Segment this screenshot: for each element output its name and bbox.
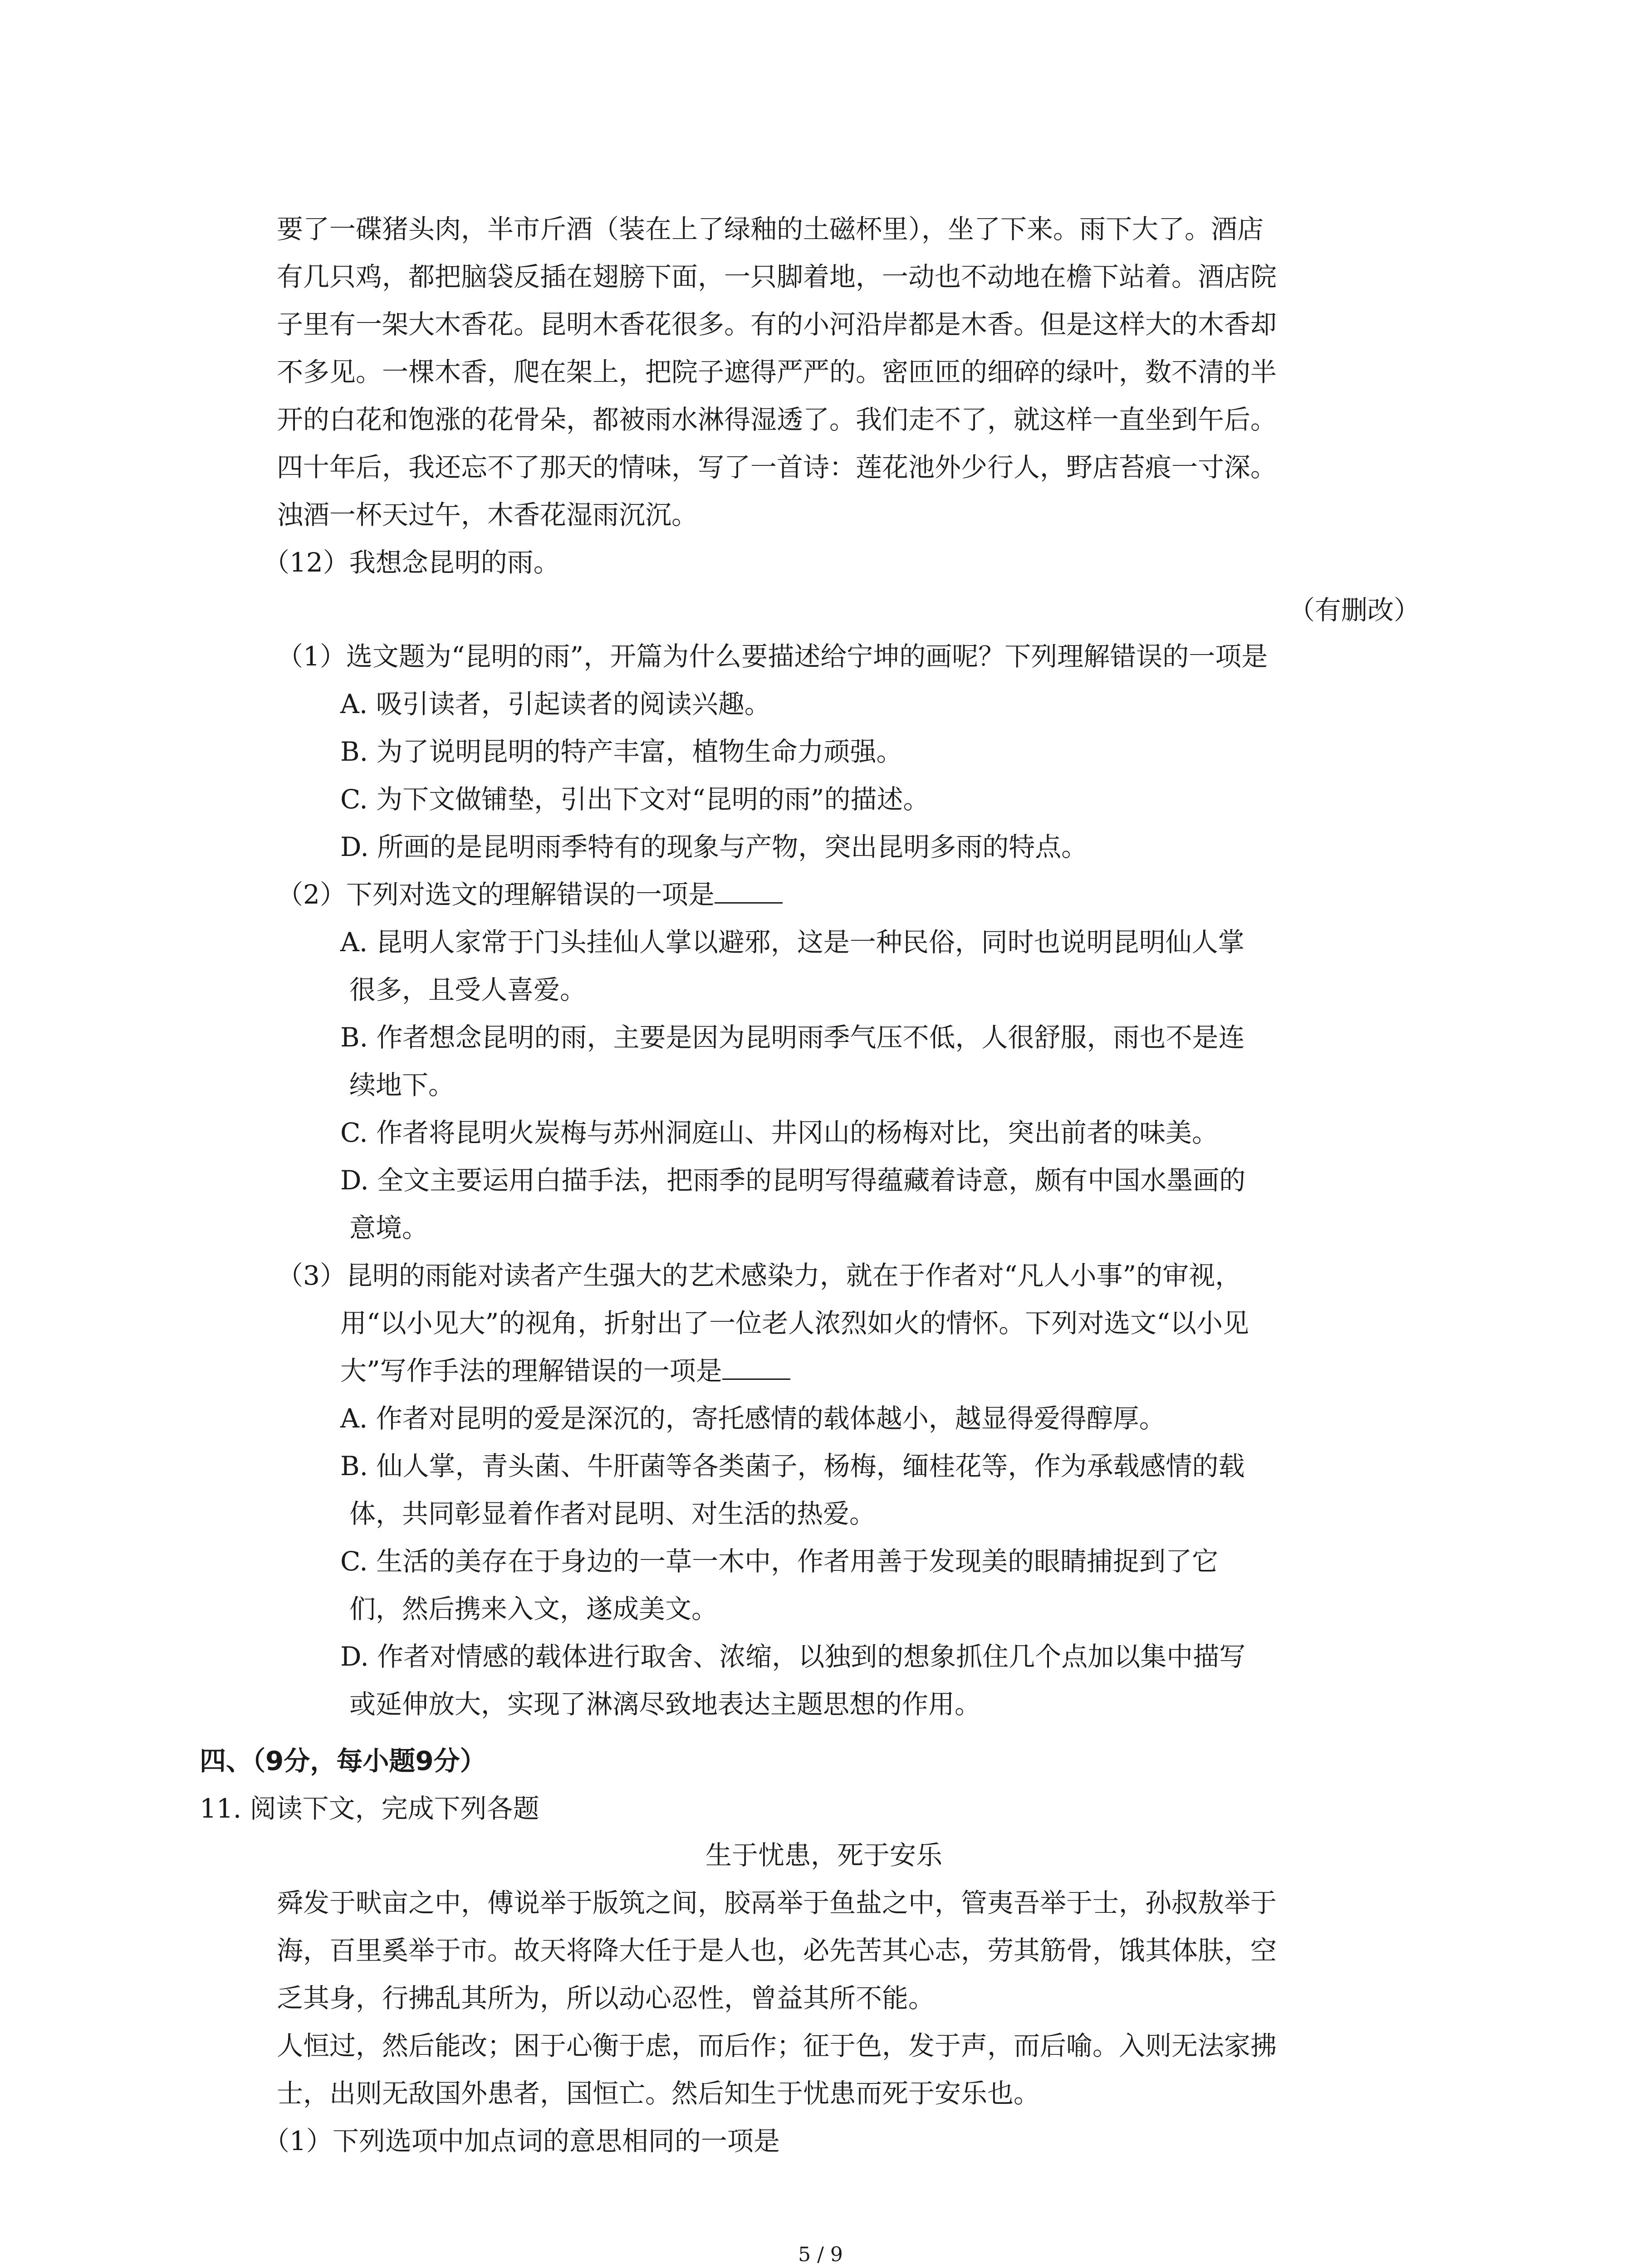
q10-sub3-stem-text: 大”写作手法的理解错误的一项是 <box>340 1355 722 1386</box>
q10-sub3-option-d: D. 作者对情感的载体进行取舍、浓缩，以独到的想象抓住几个点加以集中描写 <box>340 1641 1246 1672</box>
q10-sub3-option-c-cont: 们，然后携来入文，遂成美文。 <box>349 1593 718 1624</box>
passage-line: 要了一碟猪头肉，半市斤酒（装在上了绿釉的土磁杯里），坐了下来。雨下大了。酒店 <box>277 214 1264 244</box>
paragraph-12: （12）我想念昆明的雨。 <box>263 547 560 578</box>
q10-sub2-option-d-cont: 意境。 <box>349 1212 429 1243</box>
q11-sub1-stem: （1）下列选项中加点词的意思相同的一项是 <box>263 2126 780 2156</box>
q10-sub3-stem-cont <box>340 1355 790 1387</box>
q10-sub2-option-c: C. 作者将昆明火炭梅与苏州洞庭山、井冈山的杨梅对比，突出前者的味美。 <box>340 1117 1219 1148</box>
q10-sub3-option-d-cont: 或延伸放大，实现了淋漓尽致地表达主题思想的作用。 <box>349 1689 981 1720</box>
q10-sub3-stem: （3）昆明的雨能对读者产生强大的艺术感染力，就在于作者对“凡人小事”的审视， <box>277 1260 1242 1291</box>
q10-sub1-option-d: D. 所画的是昆明雨季特有的现象与产物，突出昆明多雨的特点。 <box>340 831 1088 862</box>
answer-blank[interactable] <box>722 1355 790 1380</box>
answer-blank[interactable] <box>715 879 783 904</box>
passage-line: 子里有一架大木香花。昆明木香花很多。有的小河沿岸都是木香。但是这样大的木香却 <box>277 309 1277 340</box>
q10-sub2-stem-text: （2）下列对选文的理解错误的一项是 <box>277 879 715 910</box>
q10-sub1-stem: （1）选文题为“昆明的雨”，开篇为什么要描述给宁坤的画呢？下列理解错误的一项是 <box>277 641 1268 672</box>
q10-sub2-option-b-cont: 续地下。 <box>349 1070 455 1100</box>
q10-sub2-option-d: D. 全文主要运用白描手法，把雨季的昆明写得蕴藏着诗意，颇有中国水墨画的 <box>340 1165 1246 1196</box>
q10-sub2-stem <box>277 879 783 910</box>
q11-title: 11. 阅读下文，完成下列各题 <box>200 1793 539 1824</box>
passage-line: 四十年后，我还忘不了那天的情味，写了一首诗：莲花池外少行人，野店苔痕一寸深。 <box>277 452 1277 483</box>
classical-text-line: 海，百里奚举于市。故天将降大任于是人也，必先苦其心志，劳其筋骨，饿其体肤，空 <box>277 1935 1277 1966</box>
q10-sub3-option-b: B. 仙人掌，青头菌、牛肝菌等各类菌子，杨梅，缅桂花等，作为承载感情的载 <box>340 1451 1245 1481</box>
passage-line: 开的白花和饱涨的花骨朵，都被雨水淋得湿透了。我们走不了，就这样一直坐到午后。 <box>277 404 1277 435</box>
q10-sub2-option-a: A. 昆明人家常于门头挂仙人掌以避邪，这是一种民俗，同时也说明昆明仙人掌 <box>340 927 1244 958</box>
passage-line: 不多见。一棵木香，爬在架上，把院子遮得严严的。密匝匝的细碎的绿叶，数不清的半 <box>277 357 1277 387</box>
section-heading: 四、（9分，每小题9分） <box>200 1745 486 1776</box>
passage-line: 有几只鸡，都把脑袋反插在翅膀下面，一只脚着地，一动也不动地在檐下站着。酒店院 <box>277 261 1277 292</box>
classical-text-line: 乏其身，行拂乱其所为，所以动心忍性，曾益其所不能。 <box>277 1983 935 2014</box>
q10-sub3-option-a: A. 作者对昆明的爱是深沉的，寄托感情的载体越小，越显得爱得醇厚。 <box>340 1403 1166 1434</box>
page-number: 5 / 9 <box>798 2243 843 2266</box>
passage-line: 浊酒一杯天过午，木香花湿雨沉沉。 <box>277 499 698 530</box>
q10-sub2-option-b: B. 作者想念昆明的雨，主要是因为昆明雨季气压不低，人很舒服，雨也不是连 <box>340 1022 1245 1053</box>
source-note: （有删改） <box>1288 595 1421 626</box>
q10-sub3-stem-cont: 用“以小见大”的视角，折射出了一位老人浓烈如火的情怀。下列对选文“以小见 <box>340 1308 1249 1339</box>
q10-sub1-option-b: B. 为了说明昆明的特产丰富，植物生命力顽强。 <box>340 736 903 767</box>
classical-text-line: 舜发于畎亩之中，傅说举于版筑之间，胶鬲举于鱼盐之中，管夷吾举于士，孙叔敖举于 <box>277 1887 1277 1918</box>
q10-sub3-option-b-cont: 体，共同彰显着作者对昆明、对生活的热爱。 <box>349 1498 876 1529</box>
q10-sub3-option-c: C. 生活的美存在于身边的一草一木中，作者用善于发现美的眼睛捕捉到了它 <box>340 1546 1219 1577</box>
classical-text-title: 生于忧患，死于安乐 <box>705 1840 943 1871</box>
classical-text-line: 士，出则无敌国外患者，国恒亡。然后知生于忧患而死于安乐也。 <box>277 2078 1040 2109</box>
q10-sub1-option-c: C. 为下文做铺垫，引出下文对“昆明的雨”的描述。 <box>340 784 930 815</box>
q10-sub1-option-a: A. 吸引读者，引起读者的阅读兴趣。 <box>340 689 771 719</box>
q10-sub2-option-a-cont: 很多，且受人喜爱。 <box>349 974 587 1005</box>
classical-text-line: 人恒过，然后能改；困于心衡于虑，而后作；征于色，发于声，而后喻。入则无法家拂 <box>277 2030 1277 2061</box>
